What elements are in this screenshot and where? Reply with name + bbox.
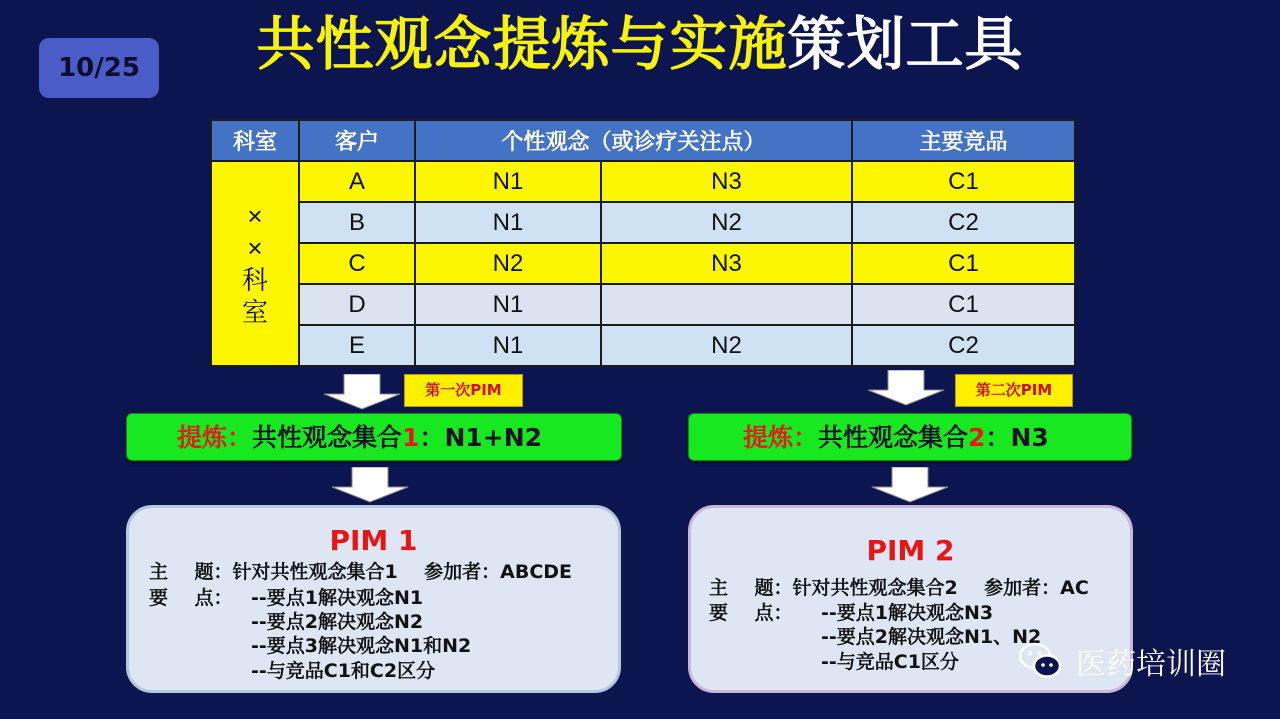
dept-char: 室: [241, 296, 268, 327]
pim1-points-label: 要 点：: [149, 587, 233, 609]
watermark: [1018, 640, 1226, 682]
dept-char: 科: [241, 264, 268, 295]
table-row: [211, 284, 1075, 325]
dept-char: ×: [247, 232, 263, 263]
competitor-cell: C1: [852, 243, 1075, 284]
title-rest: 策划工具: [787, 10, 1024, 78]
table-row: [211, 325, 1075, 366]
pim2-points-label: 要 点：: [709, 602, 793, 624]
extract-bar-left: [126, 413, 622, 461]
pim2-point: --要点2解决观念N1、N2: [821, 626, 1042, 648]
table-header-row: [211, 120, 1075, 161]
extract-tail: ：N3: [985, 423, 1049, 452]
table-row: [211, 243, 1075, 284]
competitor-cell: C1: [852, 161, 1075, 202]
idea2-cell: N3: [601, 243, 852, 284]
client-cell: B: [299, 202, 415, 243]
pim1-point: --要点3解决观念N1和N2: [251, 635, 472, 657]
extract-tail: ：N1+N2: [419, 423, 543, 452]
client-cell: D: [299, 284, 415, 325]
table-row: [211, 161, 1075, 202]
pim2-title: PIM 2: [866, 534, 955, 567]
header-competitor: 主要竞品: [852, 120, 1075, 161]
pim2-point: --要点1解决观念N3: [821, 602, 994, 624]
extract-label: 提炼：: [177, 423, 253, 452]
down-arrow-icon: [330, 467, 410, 503]
idea1-cell: N1: [415, 202, 601, 243]
pim1-theme: 主 题：针对共性观念集合1 参加者：ABCDE: [149, 561, 573, 583]
idea1-cell: N1: [415, 161, 601, 202]
idea2-cell: N3: [601, 161, 852, 202]
competitor-cell: C2: [852, 325, 1075, 366]
pim1-point: --要点1解决观念N1: [251, 587, 424, 609]
idea1-cell: N1: [415, 325, 601, 366]
down-arrow-icon: [870, 467, 950, 503]
pim1-box: [126, 505, 621, 693]
extract-label: 提炼：: [743, 423, 819, 452]
idea2-cell: N2: [601, 202, 852, 243]
extract-number: 1: [402, 423, 420, 452]
pim1-point: --与竞品C1和C2区分: [251, 660, 436, 682]
down-arrow-icon: [866, 370, 946, 406]
dept-cell: [211, 161, 299, 366]
wechat-icon: [1018, 641, 1062, 681]
client-cell: C: [299, 243, 415, 284]
client-cell: E: [299, 325, 415, 366]
page-number-badge: 10/25: [39, 38, 159, 98]
idea1-cell: N1: [415, 284, 601, 325]
pim2-theme: 主 题：针对共性观念集合2 参加者：AC: [709, 577, 1089, 599]
idea1-cell: N2: [415, 243, 601, 284]
client-cell: A: [299, 161, 415, 202]
watermark-text: 医药培训圈: [1076, 647, 1226, 682]
header-ideas: 个性观念（或诊疗关注点）: [415, 120, 852, 161]
header-dept: 科室: [211, 120, 299, 161]
dept-char: ×: [247, 200, 263, 231]
idea2-cell: [601, 284, 852, 325]
extract-text: 共性观念集合: [252, 423, 403, 452]
header-client: 客户: [299, 120, 415, 161]
pim-tag-first: 第一次PIM: [404, 374, 523, 407]
extract-bar-right: [688, 413, 1132, 461]
extract-number: 2: [968, 423, 986, 452]
competitor-cell: C1: [852, 284, 1075, 325]
down-arrow-icon: [322, 374, 402, 410]
competitor-cell: C2: [852, 202, 1075, 243]
idea-table: [210, 119, 1076, 367]
extract-text: 共性观念集合: [818, 423, 969, 452]
pim1-point: --要点2解决观念N2: [251, 611, 424, 633]
idea2-cell: N2: [601, 325, 852, 366]
pim1-title: PIM 1: [329, 524, 418, 557]
pim-tag-second: 第二次PIM: [955, 374, 1073, 407]
slide-title: [0, 4, 1280, 84]
table-row: [211, 202, 1075, 243]
pim2-point: --与竞品C1区分: [821, 651, 959, 673]
title-highlight: 共性观念提炼与实施: [256, 10, 788, 78]
